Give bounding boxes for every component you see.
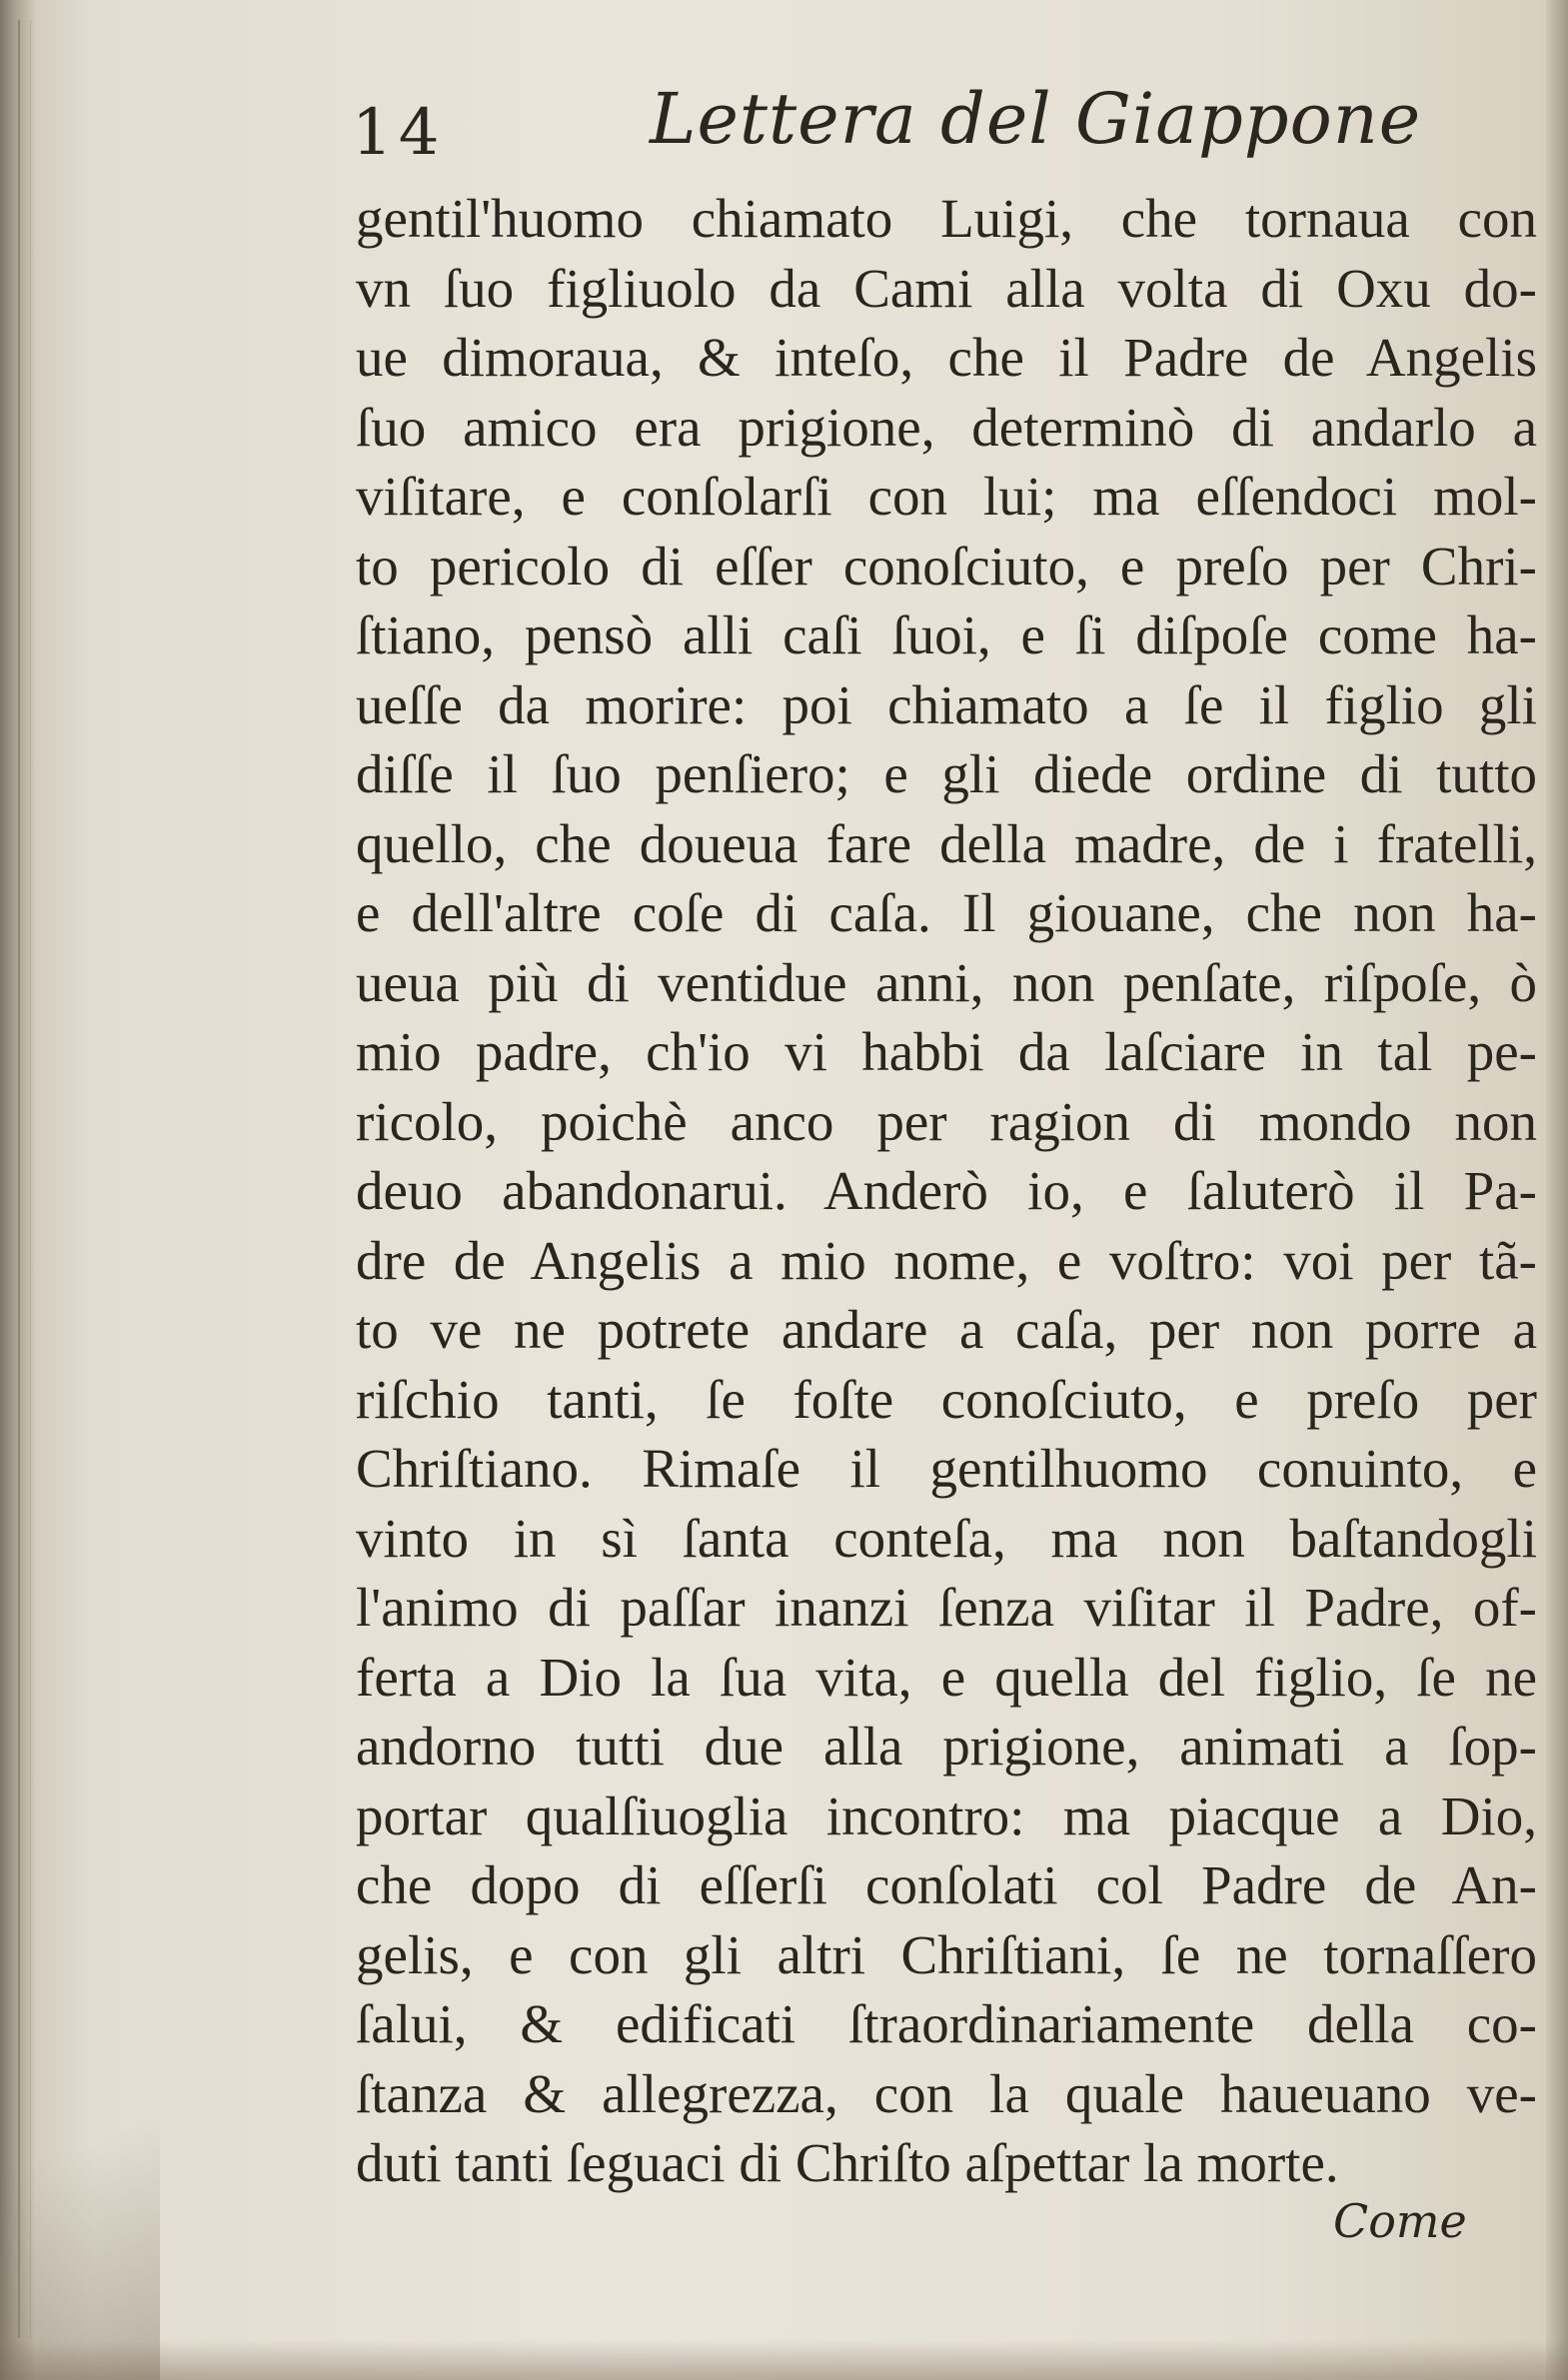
text-line: gentil'huomo chiamato Luigi, che tornaua con <box>356 188 1537 249</box>
body-text <box>356 184 1537 2198</box>
text-line: quello, che doueua fare della madre, de i fratelli, <box>356 812 1537 874</box>
text-line: vinto in sì ſanta conteſa, ma non baſtandogli <box>356 1507 1537 1569</box>
text-line: ueſſe da morire: poi chiamato a ſe il figlio gli <box>356 673 1537 735</box>
text-line: che dopo di eſſerſi conſolati col Padre de An- <box>356 1854 1537 1915</box>
text-line: e dell'altre coſe di caſa. Il giouane, che non ha- <box>356 882 1537 943</box>
text-line: duti tanti ſeguaci di Chriſto aſpettar la morte. <box>356 2132 1339 2193</box>
text-line: mio padre, ch'io vi habbi da laſciare in tal pe- <box>356 1021 1537 1082</box>
text-line: ferta a Dio la ſua vita, e quella del figlio, ſe ne <box>356 1646 1537 1708</box>
page-number: 14 <box>352 96 446 170</box>
text-line: Chriſtiano. Rimaſe il gentilhuomo conuinto, e <box>356 1438 1537 1499</box>
text-line: ueua più di ventidue anni, non penſate, riſpoſe, ò <box>356 951 1537 1013</box>
text-line: ue dimoraua, & inteſo, che il Padre de Angelis <box>356 327 1537 388</box>
text-line: riſchio tanti, ſe foſte conoſciuto, e preſo per <box>356 1368 1537 1430</box>
text-line: l'animo di paſſar inanzi ſenza viſitar il Padre, of- <box>356 1577 1537 1638</box>
corner-wear <box>0 2000 160 2380</box>
catchword: Come <box>1333 2194 1467 2248</box>
book-right-edge <box>1546 0 1568 2380</box>
running-head: Lettera del Giappone <box>650 78 1422 160</box>
bottom-shadow <box>0 2340 1568 2380</box>
text-line: diſſe il ſuo penſiero; e gli diede ordine di tutto <box>356 743 1537 804</box>
text-line: vn ſuo figliuolo da Cami alla volta di Oxu do- <box>356 257 1537 319</box>
text-line: deuo abandonarui. Anderò io, e ſaluterò il Pa- <box>356 1160 1537 1221</box>
text-line: to pericolo di eſſer conoſciuto, e preſo per Chri- <box>356 535 1537 596</box>
text-line: ſalui, & edificati ſtraordinariamente della co- <box>356 1993 1537 2054</box>
text-line: dre de Angelis a mio nome, e voſtro: voi per tã- <box>356 1229 1537 1291</box>
text-line: andorno tutti due alla prigione, animati a ſop- <box>356 1716 1537 1777</box>
text-line: to ve ne potrete andare a caſa, per non porre a <box>356 1299 1537 1360</box>
text-line: ſuo amico era prigione, determinò di andarlo a <box>356 396 1537 458</box>
text-line: gelis, e con gli altri Chriſtiani, ſe ne tornaſſero <box>356 1923 1537 1985</box>
text-line: portar qualſiuoglia incontro: ma piacque a Dio, <box>356 1785 1537 1846</box>
text-line: ſtiano, pensò alli caſi ſuoi, e ſi diſpoſe come ha- <box>356 604 1537 665</box>
page-header <box>352 78 1541 188</box>
text-line: viſitare, e conſolarſi con lui; ma eſſendoci mol- <box>356 466 1537 527</box>
page-edges <box>18 20 31 2338</box>
text-line: ſtanza & allegrezza, con la quale haueuano ve- <box>356 2062 1537 2124</box>
text-line: ricolo, poichè anco per ragion di mondo non <box>356 1090 1537 1152</box>
